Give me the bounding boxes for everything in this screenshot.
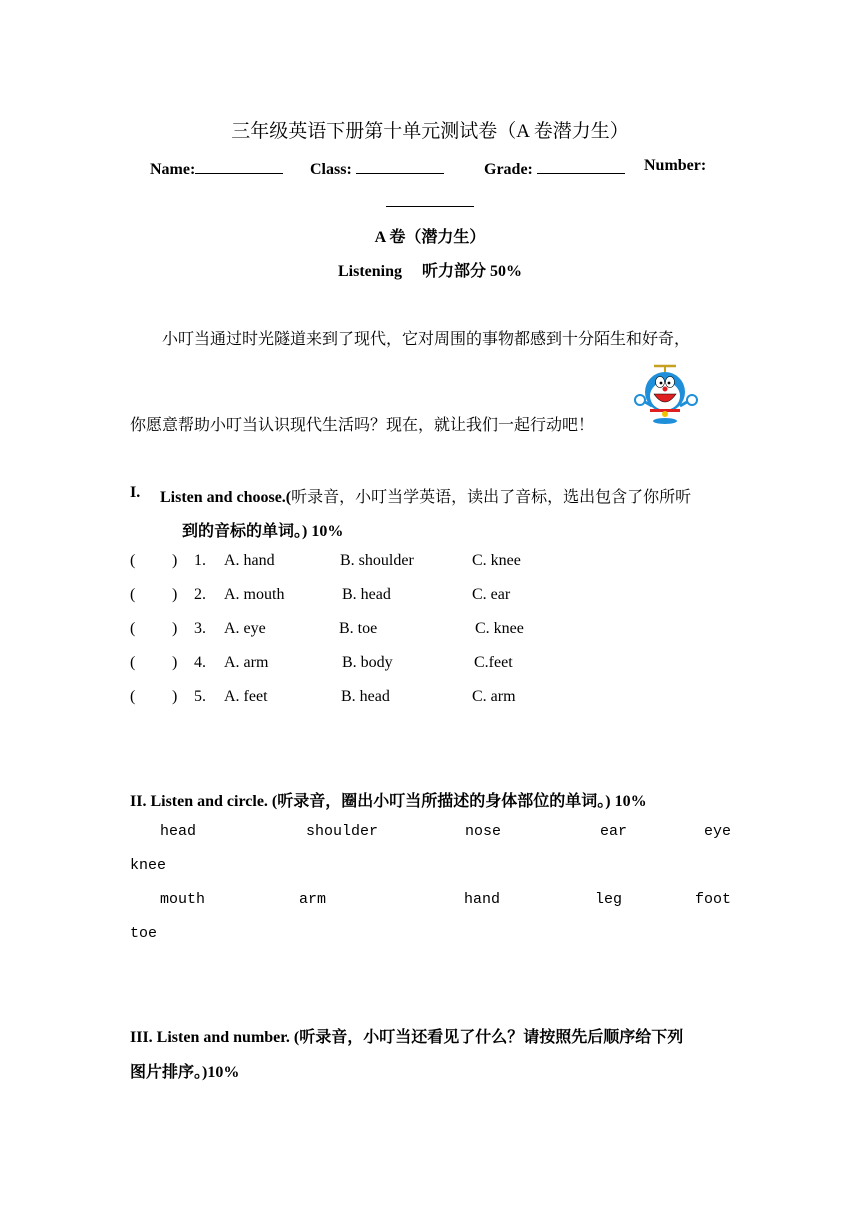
answer-paren-close: )	[172, 654, 178, 671]
listening-label: Listening	[337, 263, 402, 280]
part3-title-line2: 图片排序。)10%	[130, 1064, 240, 1081]
section-label: A 卷（潜力生）	[374, 229, 486, 246]
word-shoulder: shoulder	[306, 823, 379, 840]
option-c: C.feet	[474, 654, 513, 671]
number-label: Number:	[644, 157, 707, 174]
intro-line-1: 小叮当通过时光隧道来到了现代，它对周围的事物都感到十分陌生和好奇，	[162, 331, 691, 348]
answer-paren-open: (	[130, 552, 136, 569]
grade-label: Grade:	[484, 161, 533, 178]
option-b: B. head	[342, 586, 391, 603]
question-number: 4.	[194, 654, 206, 671]
answer-paren-open: (	[130, 586, 136, 603]
option-c: C. ear	[472, 586, 511, 603]
name-blank	[195, 157, 283, 174]
grade-blank	[537, 157, 625, 174]
option-b: B. toe	[339, 620, 378, 637]
option-c: C. arm	[472, 688, 516, 705]
option-a: A. eye	[224, 620, 266, 637]
answer-paren-close: )	[172, 688, 178, 705]
option-a: A. hand	[224, 552, 275, 569]
name-label: Name:	[150, 161, 196, 178]
part1-title	[160, 484, 691, 507]
word-eye: eye	[704, 823, 732, 840]
grade-field	[484, 157, 625, 179]
listening-heading	[0, 258, 860, 281]
page-title: 三年级英语下册第十单元测试卷（A 卷潜力生）	[231, 121, 629, 142]
option-b: B. head	[341, 688, 390, 705]
answer-paren-open: (	[130, 620, 136, 637]
part2-title: II. Listen and circle. (听录音，圈出小叮当所描述的身体部位的单词。) 10%	[130, 793, 647, 810]
word-foot: foot	[695, 891, 732, 908]
answer-paren-close: )	[172, 620, 178, 637]
class-blank	[356, 157, 444, 174]
part3-title-line1: III. Listen and number. (听录音，小叮当还看见了什么？请按照先后顺序给下列	[130, 1029, 684, 1046]
answer-paren-open: (	[130, 654, 136, 671]
option-c: C. knee	[475, 620, 524, 637]
option-b: B. shoulder	[340, 552, 414, 569]
answer-paren-close: )	[172, 552, 178, 569]
part1-numeral: I.	[130, 484, 141, 501]
option-b: B. body	[342, 654, 393, 671]
word-arm: arm	[299, 891, 327, 908]
part1-title-line2: 到的音标的单词。) 10%	[182, 523, 344, 540]
word-ear: ear	[600, 823, 628, 840]
class-field	[310, 157, 444, 179]
word-toe: toe	[130, 925, 158, 942]
option-a: A. arm	[224, 654, 269, 671]
name-field	[150, 157, 283, 179]
class-label: Class:	[310, 161, 352, 178]
word-hand: hand	[464, 891, 501, 908]
answer-paren-close: )	[172, 586, 178, 603]
question-number: 2.	[194, 586, 206, 603]
intro-line-2: 你愿意帮助小叮当认识现代生活吗？现在，就让我们一起行动吧！	[130, 417, 595, 434]
question-number: 5.	[194, 688, 206, 705]
option-a: A. mouth	[224, 586, 285, 603]
word-knee: knee	[130, 857, 167, 874]
doraemon-image	[632, 360, 702, 426]
word-leg: leg	[595, 891, 623, 908]
part1-title-en: Listen and choose.(	[160, 489, 292, 506]
word-head: head	[160, 823, 197, 840]
question-number: 3.	[194, 620, 206, 637]
option-a: A. feet	[224, 688, 268, 705]
answer-paren-open: (	[130, 688, 136, 705]
word-mouth: mouth	[160, 891, 206, 908]
listening-desc: 听力部分 50%	[422, 263, 523, 280]
option-c: C. knee	[472, 552, 521, 569]
number-field	[644, 157, 706, 175]
word-nose: nose	[465, 823, 502, 840]
question-number: 1.	[194, 552, 206, 569]
number-blank	[386, 190, 474, 207]
part1-title-cn: 听录音，小叮当学英语，读出了音标，选出包含了你所听	[291, 489, 692, 506]
